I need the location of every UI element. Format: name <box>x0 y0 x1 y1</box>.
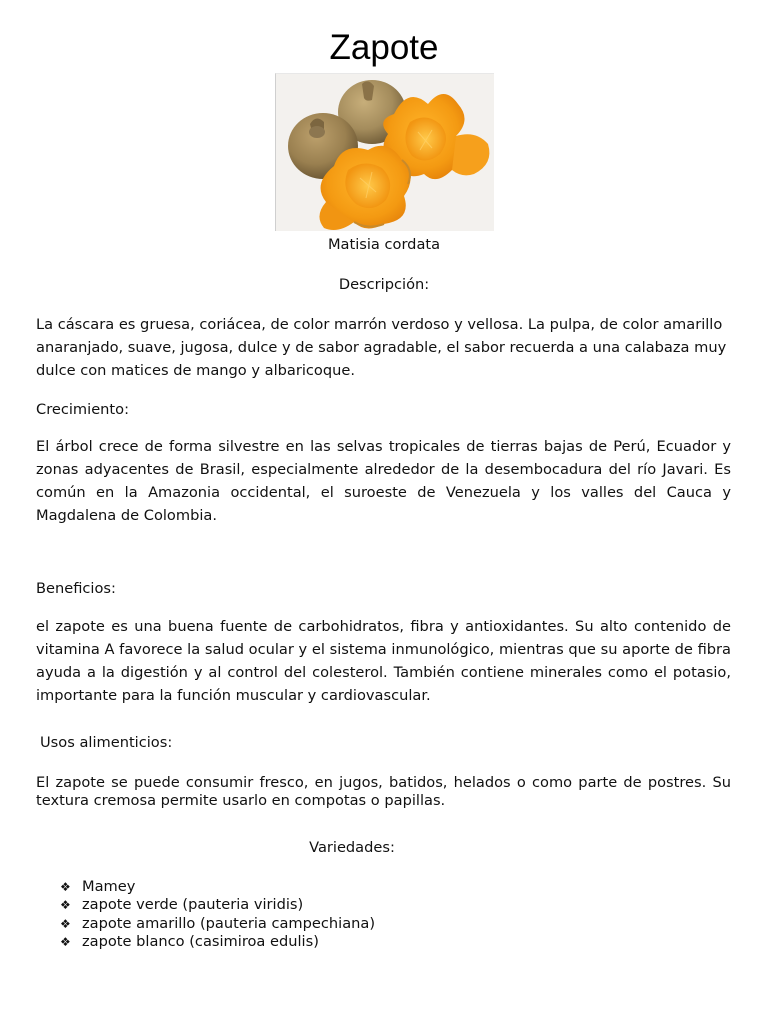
list-item <box>60 896 375 914</box>
image-caption: Matisia cordata <box>327 236 441 253</box>
diamond-bullet-icon: ❖ <box>60 916 71 931</box>
list-item-label: zapote amarillo (pauteria campechiana) <box>82 914 376 932</box>
list-item <box>60 915 375 933</box>
list-item-label: Mamey <box>82 878 136 895</box>
diamond-bullet-icon: ❖ <box>60 880 71 895</box>
list-item-label: zapote verde (pauteria viridis) <box>82 896 304 914</box>
crecimiento-text: El árbol crece de forma silvestre en las selvas tropicales de tierras bajas de Perú, Ecuador y zonas adyacentes de Brasil, especialmente alrededor de la desembocadura del río Javari. Es común en la Amazonia occidental, el suroeste de Venezuela y los valles del Cauca y Magdalena de Colombia. <box>36 438 731 524</box>
diamond-bullet-icon: ❖ <box>60 898 71 913</box>
variedades-heading: Variedades: <box>309 839 395 856</box>
variedades-list <box>60 878 375 951</box>
usos-heading: Usos alimenticios: <box>40 734 173 751</box>
descripcion-heading: Descripción: <box>338 276 430 293</box>
beneficios-text: el zapote es una buena fuente de carbohidratos, fibra y antioxidantes. Su alto contenido de vitamina A favorece la salud ocular y el sistema inmunológico, mientras que su aporte de fibra ayuda a la digestión y al control del colesterol. También contiene minerales como el potasio, importante para la función muscular y cardiovascular. <box>36 618 731 704</box>
list-item <box>60 878 375 896</box>
list-item-label: zapote blanco (casimiroa edulis) <box>82 932 319 950</box>
diamond-bullet-icon: ❖ <box>60 935 71 950</box>
usos-text: El zapote se puede consumir fresco, en jugos, batidos, helados o como parte de postres. Su textura cremosa permite usarlo en compotas o papillas. <box>36 774 731 809</box>
zapote-fruit-photo <box>275 73 494 231</box>
beneficios-heading: Beneficios: <box>36 580 116 597</box>
crecimiento-heading: Crecimiento: <box>36 401 129 418</box>
list-item <box>60 933 375 951</box>
descripcion-text: La cáscara es gruesa, coriácea, de color marrón verdoso y vellosa. La pulpa, de color amarillo anaranjado, suave, jugosa, dulce y de sabor agradable, el sabor recuerda a una calabaza muy dulce con matices de mango y albaricoque. <box>36 316 727 379</box>
page-title: Zapote <box>329 28 439 67</box>
